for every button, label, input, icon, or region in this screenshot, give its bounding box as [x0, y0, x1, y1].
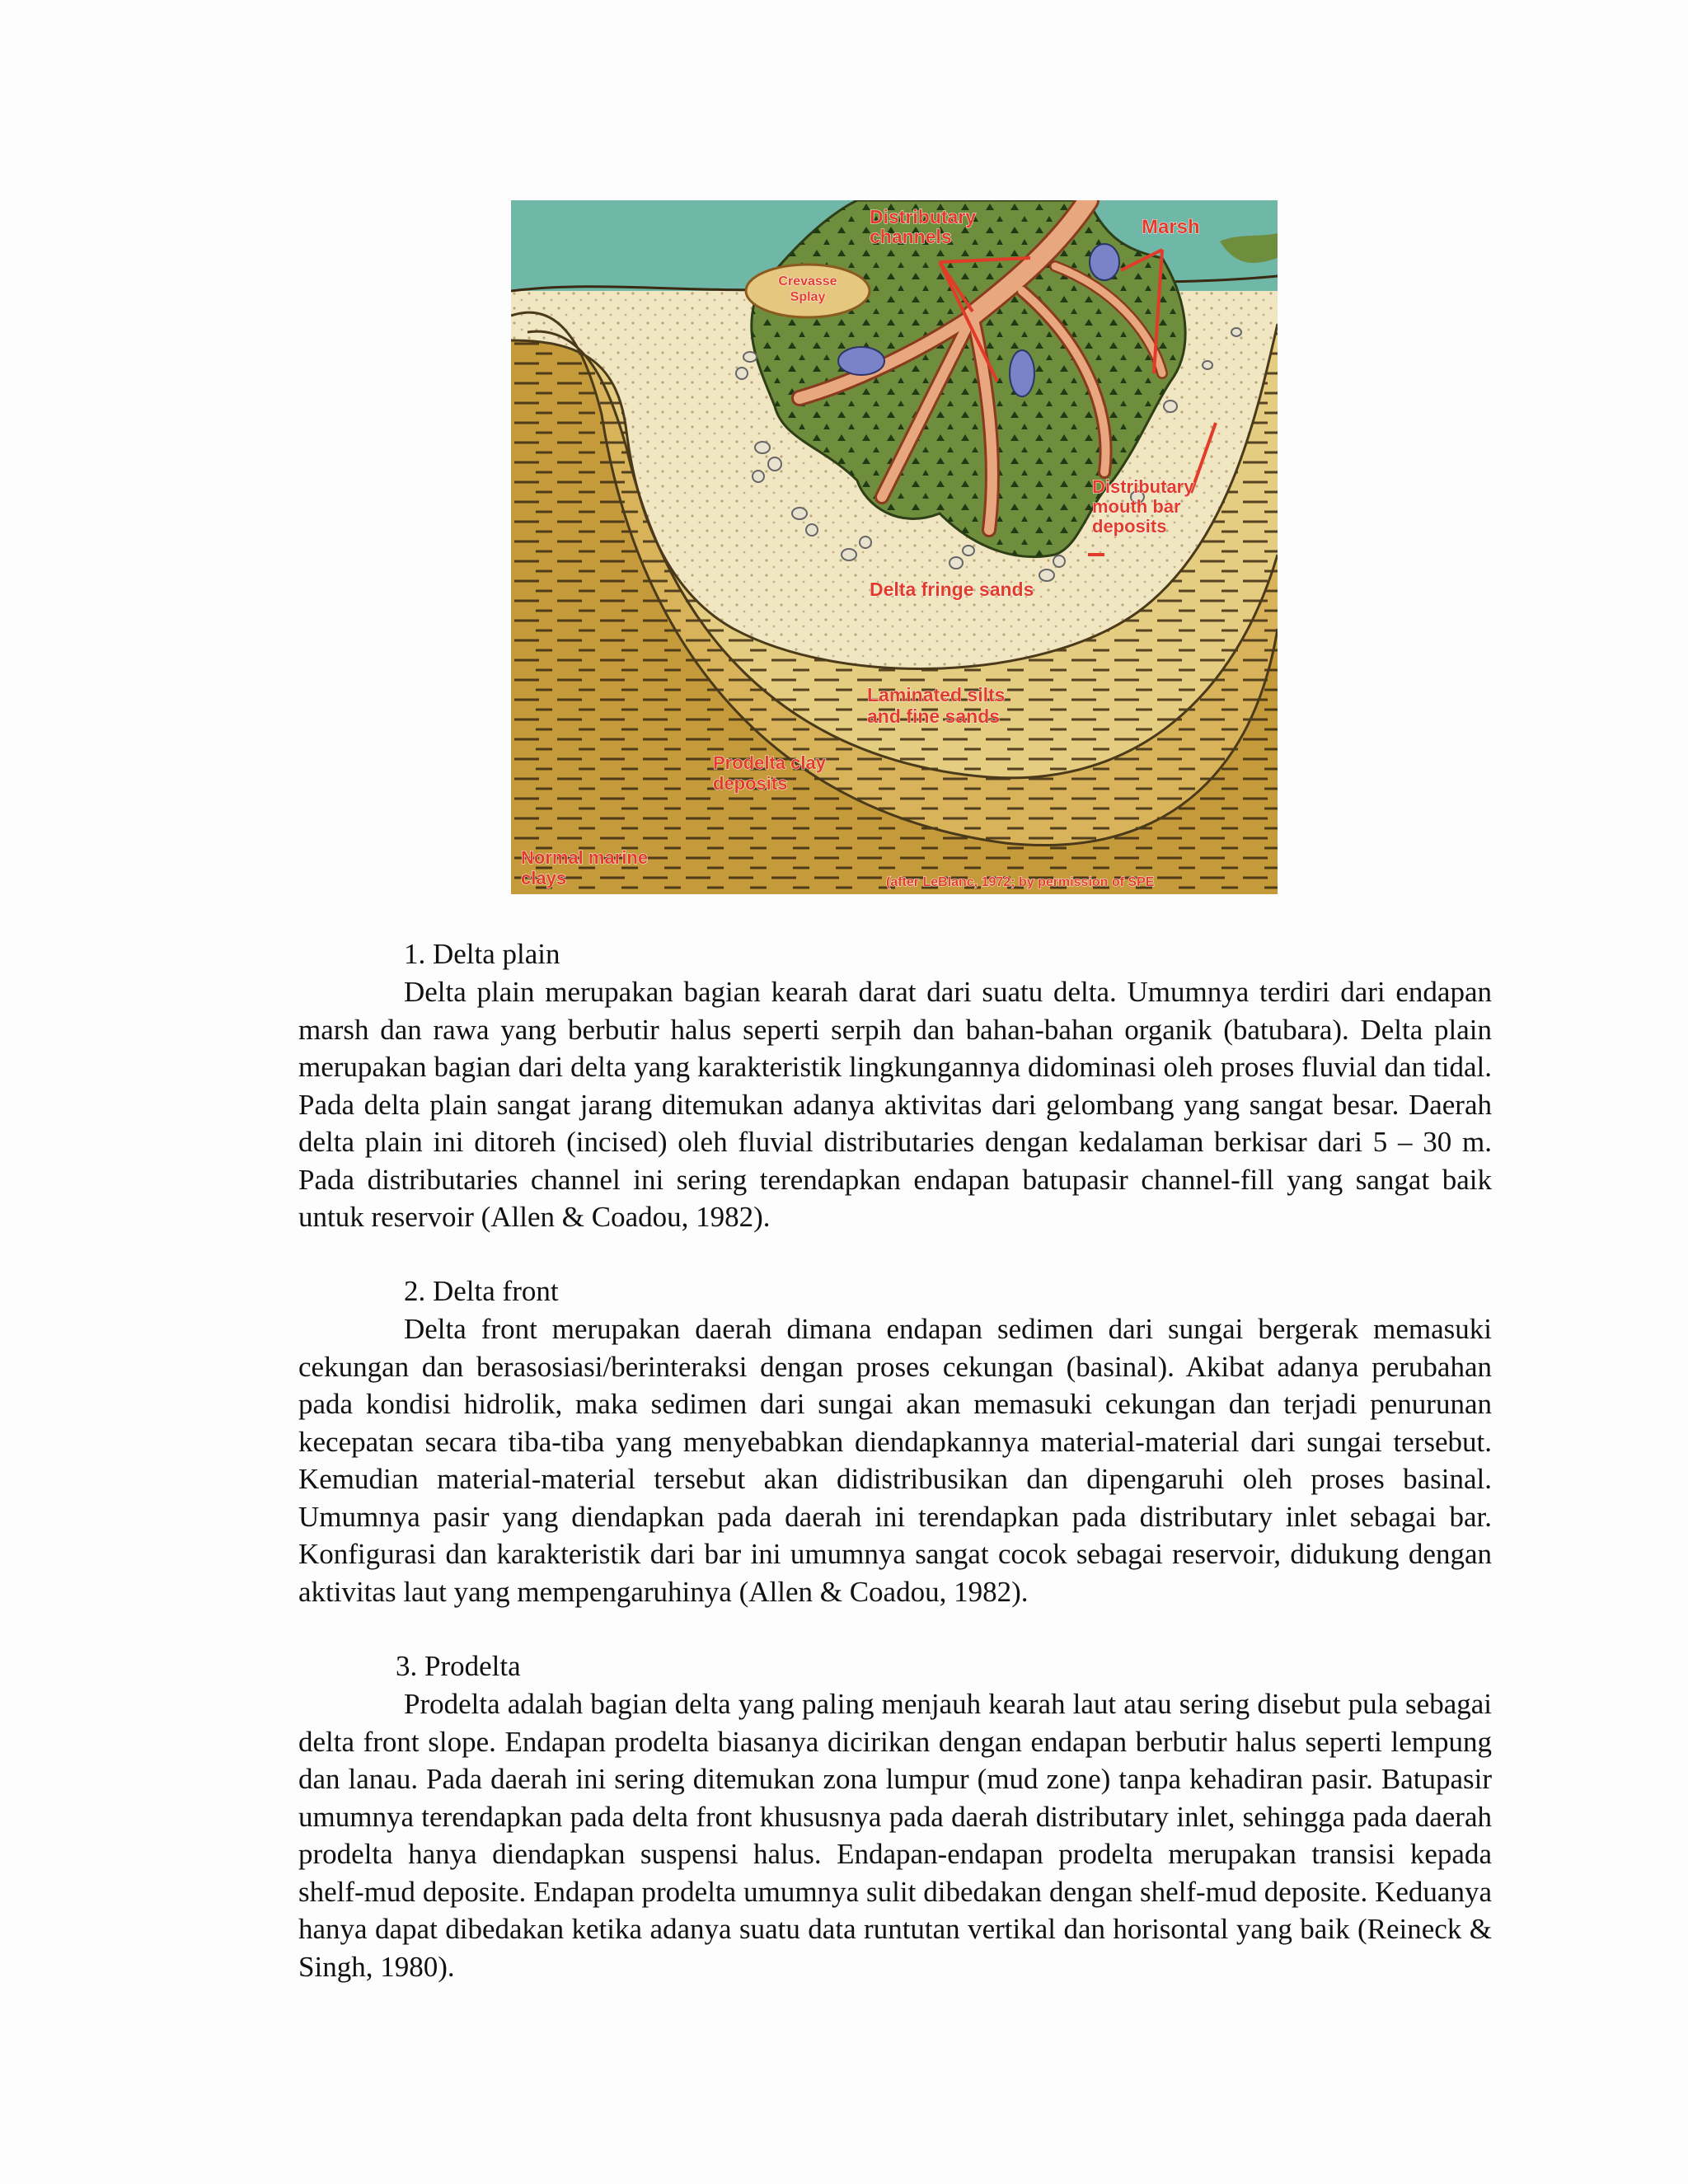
marsh-pond	[1090, 244, 1119, 280]
label-mouth-bar: Distributary	[1092, 476, 1194, 497]
paragraph-prodelta: Prodelta adalah bagian delta yang paling menjauh kearah laut atau sering disebut pula sebagai delta front slope. Endapan prodelta biasanya dicirikan dengan endapan berbutir halus seperti lempung dan lanau. Pada daerah ini sering ditemukan zona lumpur (mud zone) tanpa kehadiran pasir. Batupasir umumnya terendapkan pada delta front khususnya pada daerah distributary inlet, sehingga pada daerah prodelta hanya diendapkan suspensi halus. Endapan-endapan prodelta merupakan transisi kepada shelf-mud deposite. Endapan prodelta umumnya sulit dibedakan dengan shelf-mud deposite. Keduanya hanya dapat dibedakan ketika adanya suatu data runtutan vertikal dan horisontal yang baik (Reineck & Singh, 1980).	[298, 1688, 1492, 1983]
svg-text:Marsh	[1142, 216, 1200, 238]
label-crevasse-splay: Crevasse	[778, 274, 837, 288]
svg-text:deposits: deposits	[1092, 516, 1167, 537]
svg-text:Normal marine	[521, 847, 648, 868]
section-title-delta-plain: 1. Delta plain	[404, 938, 560, 970]
svg-text:Crevasse	[778, 274, 837, 288]
label-delta-fringe: Delta fringe sands	[870, 579, 1034, 600]
svg-text:Splay: Splay	[790, 290, 826, 304]
svg-text:Prodelta clay	[713, 752, 827, 773]
label-distributary-channels: Distributary	[870, 206, 977, 227]
svg-text:Distributary	[870, 206, 976, 227]
svg-text:Delta fringe sands	[870, 579, 1034, 600]
paragraph-delta-front: Delta front merupakan daerah dimana endapan sedimen dari sungai bergerak memasuki cekungan dan berasosiasi/berinteraksi dengan proses cekungan (basinal). Akibat adanya perubahan pada kondisi hidrolik, maka sedimen dari sungai akan memasuki cekungan dan terjadi penurunan kecepatan secara tiba-tiba yang menyebabkan diendapkannya material-material dari sungai tersebut. Kemudian material-material tersebut akan didistribusikan dan dipengaruhi oleh proses basinal. Umumnya pasir yang diendapkan pada daerah ini terendapkan pada distributary inlet sebagai bar. Konfigurasi dan karakteristik dari bar ini umumnya sangat cocok sebagai reservoir, didukung dengan aktivitas laut yang mempengaruhinya (Allen & Coadou, 1982).	[298, 1313, 1492, 1608]
section-title-prodelta: 3. Prodelta	[396, 1650, 521, 1682]
svg-text:Distributary	[1092, 476, 1194, 497]
marsh-pond	[838, 347, 884, 375]
svg-text:clays: clays	[521, 868, 567, 888]
label-prodelta-clay: Prodelta clay	[713, 752, 826, 773]
label-marsh: Marsh	[1142, 216, 1200, 238]
svg-text:and fine sands: and fine sands	[867, 705, 1001, 727]
marsh-pond	[1010, 350, 1034, 396]
label-laminated: Laminated silts	[867, 684, 1006, 705]
svg-text:deposits: deposits	[713, 773, 788, 794]
figure-credit: (after LeBlanc, 1972; by permission of SPE	[886, 875, 1155, 889]
section-title-delta-front: 2. Delta front	[404, 1275, 559, 1307]
svg-text:channels: channels	[870, 226, 952, 247]
svg-text:mouth bar: mouth bar	[1092, 496, 1181, 517]
svg-text:(after LeBlanc, 1972; by permi	[886, 875, 1155, 889]
delta-diagram	[511, 200, 1278, 894]
svg-text:Laminated silts	[867, 684, 1005, 705]
label-normal-marine: Normal marine	[521, 847, 649, 868]
paragraph-delta-plain: Delta plain merupakan bagian kearah darat dari suatu delta. Umumnya terdiri dari endapan marsh dan rawa yang berbutir halus seperti serpih dan bahan-bahan organik (batubara). Delta plain merupakan bagian dari delta yang karakteristik lingkungannya didominasi oleh proses fluvial dan tidal. Pada delta plain sangat jarang ditemukan adanya aktivitas dari gelombang yang sangat besar. Daerah delta plain ini ditoreh (incised) oleh fluvial distributaries dengan kedalaman berkisar dari 5 – 30 m. Pada distributaries channel ini sering terendapkan endapan batupasir channel-fill yang sangat baik untuk reservoir (Allen & Coadou, 1982).	[298, 976, 1492, 1233]
